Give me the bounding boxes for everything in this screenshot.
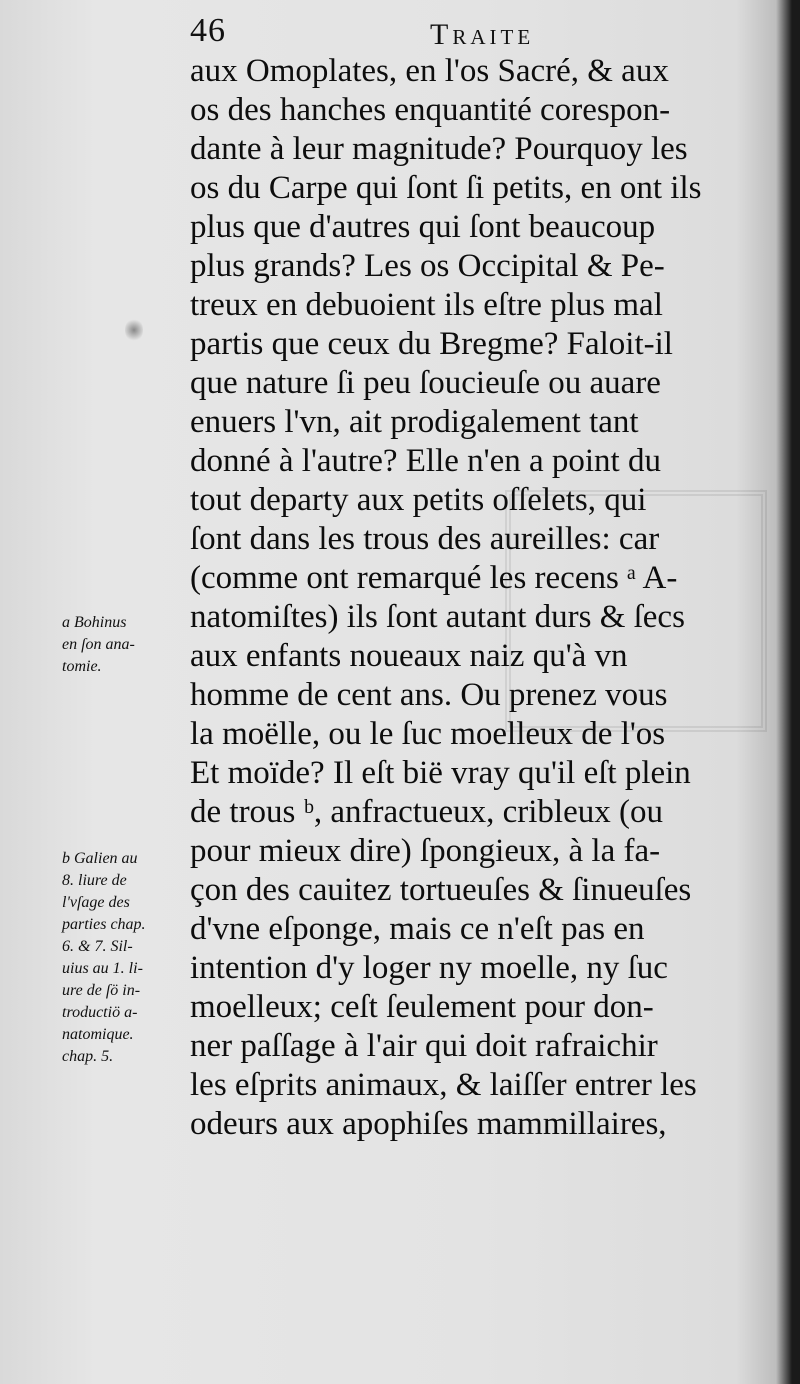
- text-line: çon des cauitez tortueuſes & ſinueuſes: [190, 872, 692, 908]
- page-header: [190, 12, 770, 52]
- text-line: aux enfants noueaux naiz qu'à vn: [190, 638, 628, 674]
- text-line: treux en debuoient ils eſtre plus mal: [190, 287, 663, 323]
- text-line: dante à leur magnitude? Pourquoy les: [190, 131, 688, 167]
- text-line: odeurs aux apophiſes mammillaires,: [190, 1106, 667, 1142]
- note-line: b Galien au: [62, 850, 138, 867]
- running-title: Traite: [430, 18, 535, 51]
- text-line: os du Carpe qui ſont ſi petits, en ont ils: [190, 170, 702, 206]
- note-line: parties chap.: [62, 916, 146, 933]
- text-line: plus grands? Les os Occipital & Pe-: [190, 248, 665, 284]
- note-line: chap. 5.: [62, 1048, 114, 1065]
- text-line: aux Omoplates, en l'os Sacré, & aux: [190, 53, 669, 89]
- text-line: tout departy aux petits oſſelets, qui: [190, 482, 647, 518]
- text-line: plus que d'autres qui ſont beaucoup: [190, 209, 656, 245]
- text-line: moelleux; ceſt ſeulement pour don-: [190, 989, 654, 1025]
- note-line: 6. & 7. Sil-: [62, 938, 133, 955]
- text-line: donné à l'autre? Elle n'en a point du: [190, 443, 661, 479]
- text-line: que nature ſi peu ſoucieuſe ou auare: [190, 365, 661, 401]
- main-text-block: [190, 52, 770, 1144]
- note-line: natomique.: [62, 1026, 134, 1043]
- text-line: Et moïde? Il eſt bië vray qu'il eſt plein: [190, 755, 691, 791]
- text-line: natomiſtes) ils ſont autant durs & ſecs: [190, 599, 685, 635]
- text-line: la moëlle, ou le ſuc moelleux de l'os: [190, 716, 666, 752]
- text-line: enuers l'vn, ait prodigalement tant: [190, 404, 639, 440]
- note-line: tomie.: [62, 658, 102, 675]
- text-line: partis que ceux du Bregme? Faloit-il: [190, 326, 673, 362]
- text-line: les eſprits animaux, & laiſſer entrer les: [190, 1067, 697, 1103]
- note-line: ure de ſö in-: [62, 982, 141, 999]
- note-line: l'vſage des: [62, 894, 130, 911]
- note-line: uius au 1. li-: [62, 960, 143, 977]
- note-line: a Bohinus: [62, 614, 127, 631]
- text-line: ſont dans les trous des aureilles: car: [190, 521, 660, 557]
- note-line: 8. liure de: [62, 872, 127, 889]
- text-line: de trous ᵇ, anfractueux, cribleux (ou: [190, 794, 663, 830]
- text-line: (comme ont remarqué les recens ᵃ A-: [190, 560, 678, 596]
- margin-note-b: [62, 848, 197, 1068]
- page-number: 46: [190, 12, 226, 49]
- margin-note-a: [62, 612, 197, 678]
- text-line: intention d'y loger ny moelle, ny ſuc: [190, 950, 668, 986]
- text-line: homme de cent ans. Ou prenez vous: [190, 677, 668, 713]
- text-line: d'vne eſponge, mais ce n'eſt pas en: [190, 911, 645, 947]
- ink-spot: [125, 318, 143, 342]
- note-line: en ſon ana-: [62, 636, 135, 653]
- note-line: troductiö a-: [62, 1004, 138, 1021]
- text-line: pour mieux dire) ſpongieux, à la fa-: [190, 833, 661, 869]
- text-line: ner paſſage à l'air qui doit rafraichir: [190, 1028, 658, 1064]
- text-line: os des hanches enquantité corespon-: [190, 92, 671, 128]
